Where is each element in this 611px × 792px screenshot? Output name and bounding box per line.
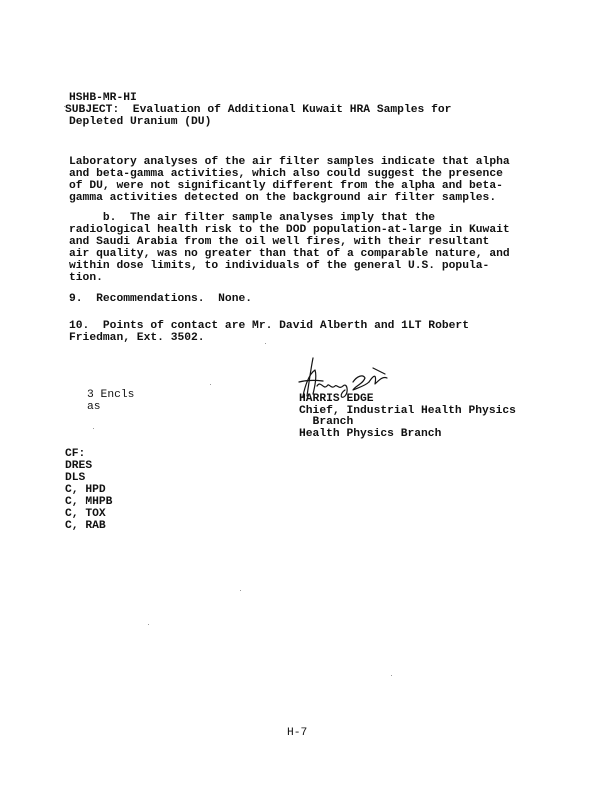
scan-speck: [391, 675, 392, 676]
paragraph-line: gamma activities detected on the background air filter samples.: [69, 192, 497, 204]
enclosures-count: 3 Encls: [87, 389, 135, 401]
list-item: C, MHPB: [65, 496, 113, 508]
signer-name: HARRIS EDGE: [299, 393, 374, 405]
list-item: C, TOX: [65, 508, 106, 520]
list-item: C, HPD: [65, 484, 106, 496]
signer-title-continued: Branch: [299, 416, 354, 428]
subject-line-continued: Depleted Uranium (DU): [69, 116, 212, 128]
scan-speck: [64, 106, 65, 107]
paragraph-line: Laboratory analyses of the air filter samples indicate that alpha: [69, 156, 510, 168]
list-item: DLS: [65, 472, 86, 484]
list-item: DRES: [65, 460, 93, 472]
scan-speck: [93, 428, 94, 429]
paragraph-line: tion.: [69, 272, 103, 284]
paragraph-line: and beta-gamma activities, which also could suggest the presence: [69, 168, 503, 180]
signer-title: Chief, Industrial Health Physics: [299, 405, 516, 417]
copy-furnished-label: CF:: [65, 448, 86, 460]
paragraph-line: 10. Points of contact are Mr. David Alberth and 1LT Robert: [69, 320, 469, 332]
paragraph-line: air quality, was no greater than that of a comparable nature, and: [69, 248, 510, 260]
list-item: C, RAB: [65, 520, 106, 532]
subject-line: SUBJECT: Evaluation of Additional Kuwait HRA Samples for: [65, 104, 452, 116]
paragraph-9-recommendations: 9. Recommendations. None.: [69, 293, 253, 305]
scan-speck: [210, 384, 211, 385]
page-number: H-7: [287, 727, 308, 739]
paragraph-line: b. The air filter sample analyses imply that the: [69, 212, 436, 224]
scan-speck: [265, 343, 266, 344]
paragraph-line: of DU, were not significantly different from the alpha and beta-: [69, 180, 503, 192]
enclosures-note: as: [87, 401, 101, 413]
scan-speck: [148, 624, 149, 625]
paragraph-line: Friedman, Ext. 3502.: [69, 332, 205, 344]
scan-speck: [240, 590, 241, 591]
office-symbol: HSHB-MR-HI: [69, 92, 137, 104]
paragraph-line: radiological health risk to the DOD population-at-large in Kuwait: [69, 224, 510, 236]
paragraph-line: and Saudi Arabia from the oil well fires, with their resultant: [69, 236, 490, 248]
paragraph-line: within dose limits, to individuals of the general U.S. popula-: [69, 260, 490, 272]
signer-organization: Health Physics Branch: [299, 428, 442, 440]
